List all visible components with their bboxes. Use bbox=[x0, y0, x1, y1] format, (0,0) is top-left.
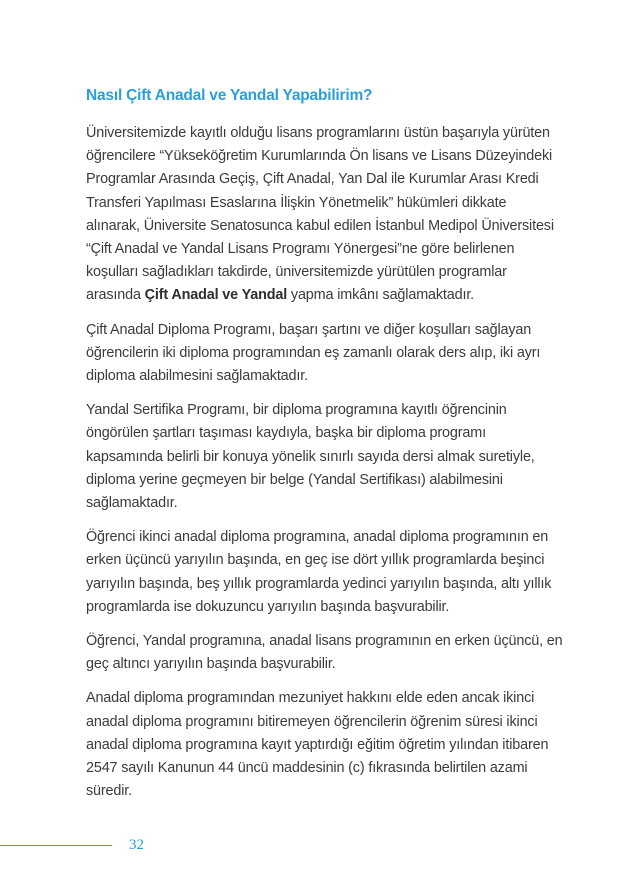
section-heading: Nasıl Çift Anadal ve Yandal Yapabilirim? bbox=[86, 87, 373, 104]
page-number: 32 bbox=[129, 837, 144, 853]
paragraph-intro-ending: yapma imkânı sağlamaktadır. bbox=[287, 287, 475, 304]
paragraph-intro-text: Üniversitemizde kayıtlı olduğu lisans programlarını üstün başarıyla yürüten öğrencilere “Yükseköğretim Kurumlarında Ön lisans ve Lisans Düzeyindeki Programlar Arasında Geçiş, Çift Anadal, Yan Dal ile Kurumlar Arası Kredi Transferi Yapılması Esaslarına İlişkin Yönetmelik” hükümleri dikkate alınarak, Üniversite Senatosunca kabul edilen İstanbul Medipol Üniversitesi “Çift Anadal ve Yandal Lisans Programı Yönergesi”ne göre belirlenen koşulları sağladıkları takdirde, üniversitemizde yürütülen programlar arasında bbox=[86, 125, 554, 304]
footer-divider bbox=[0, 845, 112, 846]
paragraph-minor-application: Öğrenci, Yandal programına, anadal lisans programının en erken üçüncü, en geç altıncı yarıyılın başında başvurabilir. bbox=[86, 633, 563, 673]
paragraph-duration: Anadal diploma programından mezuniyet hakkını elde eden ancak ikinci anadal diploma programını bitiremeyen öğrencilerin öğrenim süresi ikinci anadal diploma programına kayıt yaptırdığı eğitim öğretim yılından itibaren 2547 sayılı Kanunun 44 üncü maddesinin (c) fıkrasında belirtilen azami süredir. bbox=[86, 690, 549, 800]
paragraph-minor-certificate: Yandal Sertifika Programı, bir diploma programına kayıtlı öğrencinin öngörülen şartları taşıması kaydıyla, başka bir diploma programı kapsamında belirli bir konuya yönelik sınırlı sayıda dersi almak suretiyle, diploma yerine geçmeyen bir belge (Yandal Sertifikası) alabilmesini sağlamaktadır. bbox=[86, 402, 535, 512]
paragraph-double-major-application: Öğrenci ikinci anadal diploma programına, anadal diploma programının en erken üçüncü yarıyılın başında, en geç ise dört yıllık programlarda beşinci yarıyılın başında, beş yıllık programlarda yedinci yarıyılın başında, altı yıllık programlarda ise dokuzuncu yarıyılın başında başvurabilir. bbox=[86, 529, 552, 615]
paragraph-intro bbox=[86, 122, 564, 308]
paragraph-intro-emphasis: Çift Anadal ve Yandal bbox=[144, 287, 288, 304]
paragraph-double-major: Çift Anadal Diploma Programı, başarı şartını ve diğer koşulları sağlayan öğrencilerin iki diploma programından eş zamanlı olarak ders alıp, iki ayrı diploma alabilmesini sağlamaktadır. bbox=[86, 321, 541, 385]
page-content bbox=[86, 86, 564, 814]
